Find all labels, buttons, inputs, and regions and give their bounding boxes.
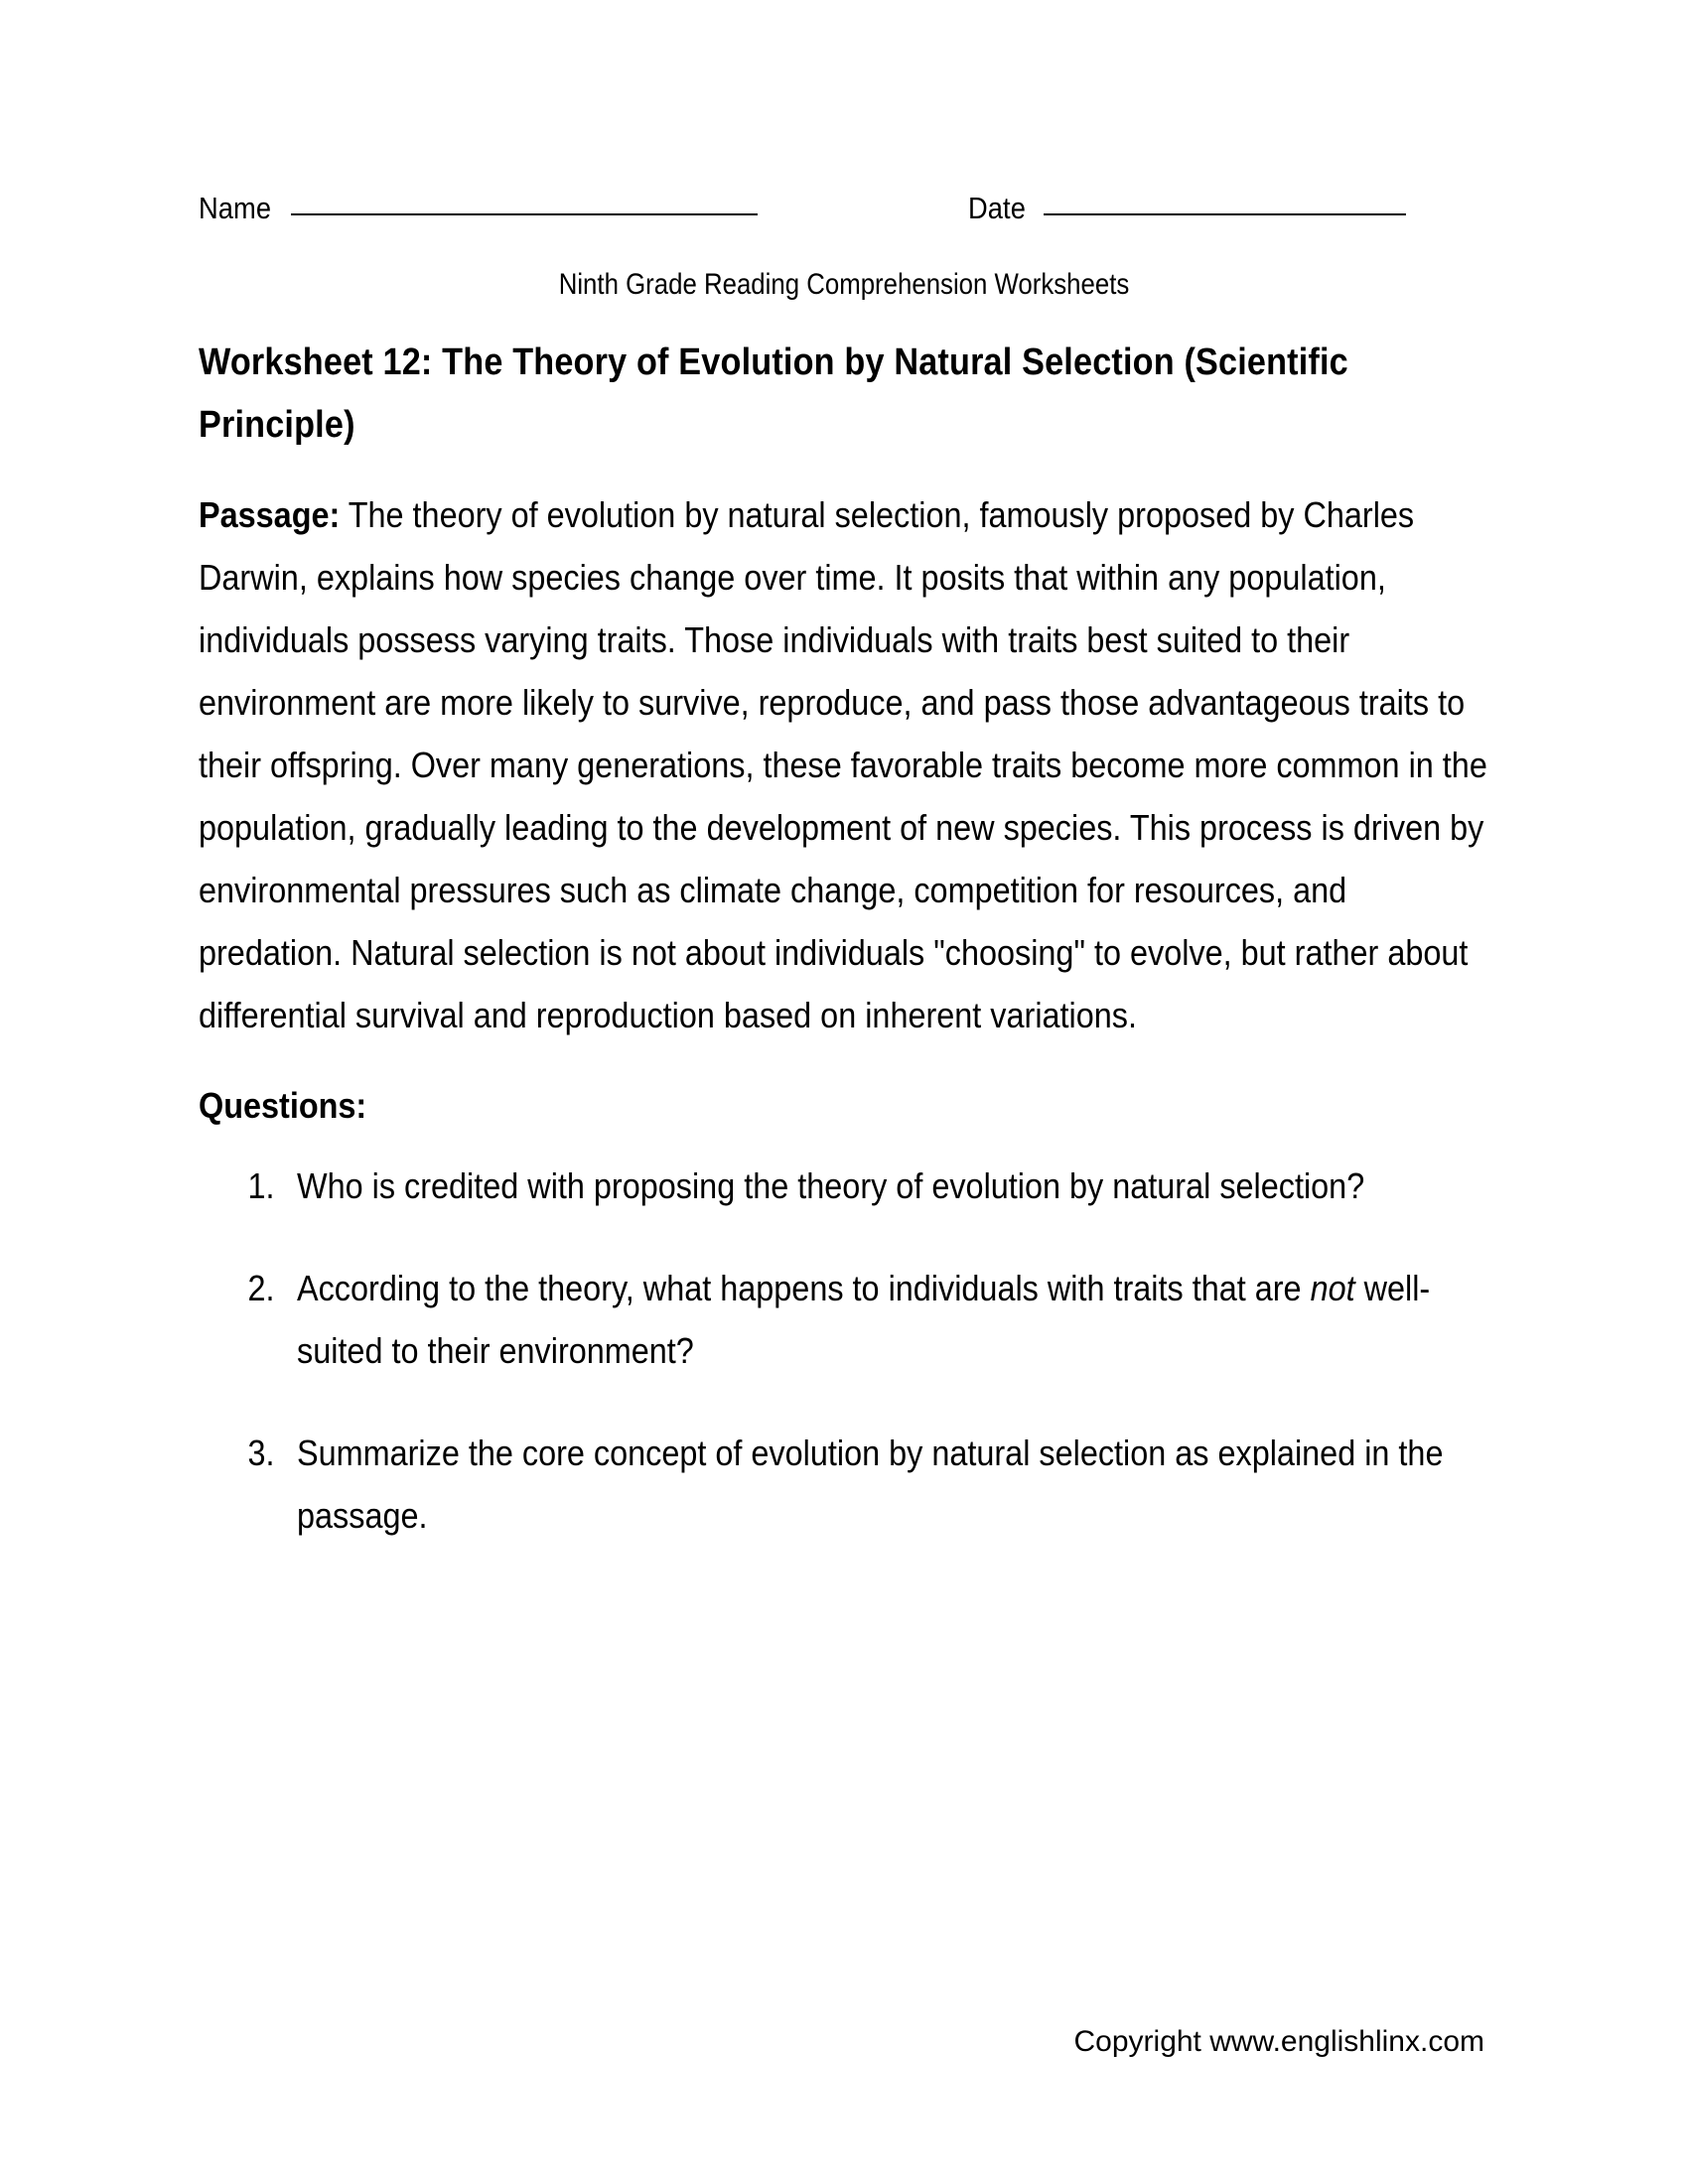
question-number: 1. <box>247 1165 275 1206</box>
copyright-footer: Copyright www.englishlinx.com <box>1073 2025 1484 2058</box>
date-label: Date <box>968 191 1026 225</box>
name-label: Name <box>199 191 272 225</box>
question-text: Who is credited with proposing the theory of evolution by natural selection? <box>297 1165 1365 1206</box>
list-item <box>199 1422 1489 1547</box>
question-text: Summarize the core concept of evolution by natural selection as explained in the passage. <box>297 1433 1444 1536</box>
date-write-line[interactable] <box>1044 213 1406 215</box>
date-field[interactable] <box>968 191 1406 226</box>
question-number: 3. <box>247 1433 275 1473</box>
passage-label: Passage: <box>199 494 341 535</box>
question-number: 2. <box>247 1268 275 1308</box>
questions-heading: Questions: <box>199 1085 367 1126</box>
worksheet-series-subtitle: Ninth Grade Reading Comprehension Worksheets <box>558 268 1130 301</box>
worksheet-content <box>199 332 1489 1547</box>
question-text-before: According to the theory, what happens to individuals with traits that are <box>297 1268 1311 1308</box>
page-title: Worksheet 12: The Theory of Evolution by Natural Selection (Scientific Principle) <box>199 341 1348 446</box>
list-item <box>199 1155 1489 1217</box>
list-item <box>199 1257 1489 1382</box>
name-field[interactable] <box>199 191 758 226</box>
name-write-line[interactable] <box>291 213 758 215</box>
student-info-row <box>199 191 1499 240</box>
question-text-after: well-suited to their environment? <box>297 1268 1431 1371</box>
passage-paragraph <box>199 483 1489 1046</box>
passage-body: The theory of evolution by natural selection, famously proposed by Charles Darwin, explains how species change over time. It posits that within any population, individuals possess varying traits. Those individuals with traits best suited to their environment are more likely to survive, reproduce, and pass those advantageous traits to their offspring. Over many generations, these favorable traits become more common in the population, gradually leading to the development of new species. This process is driven by environmental pressures such as climate change, competition for resources, and predation. Natural selection is not about individuals "choosing" to evolve, but rather about differential survival and reproduction based on inherent variations. <box>199 494 1487 1035</box>
question-emphasis: not <box>1310 1268 1355 1308</box>
questions-list <box>199 1155 1489 1547</box>
question-text <box>297 1268 1430 1371</box>
